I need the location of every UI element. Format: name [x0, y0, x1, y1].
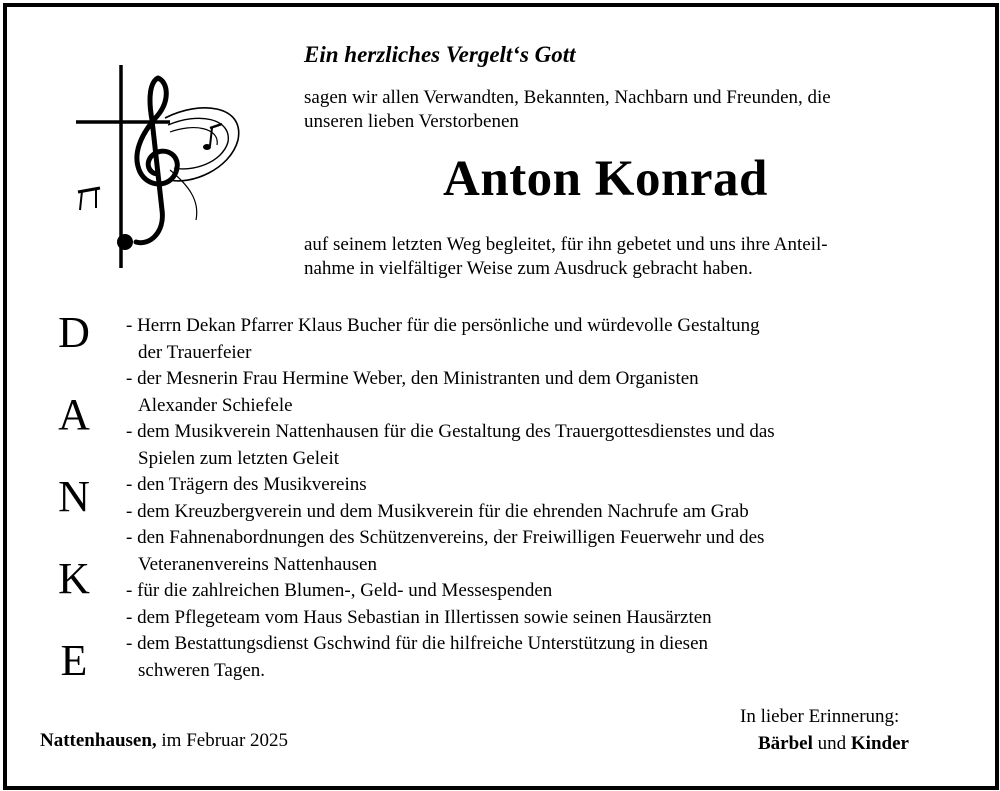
list-item-text: - dem Kreuzbergverein und dem Musikverein für die ehrenden Nachrufe am Grab: [126, 500, 749, 522]
deceased-name: Anton Konrad: [443, 151, 768, 207]
danke-letter: E: [60, 636, 88, 685]
intro-line: unseren lieben Verstorbenen: [304, 111, 519, 132]
danke-letter: N: [58, 472, 90, 521]
list-item: [126, 366, 966, 419]
intro-text: [304, 86, 984, 134]
list-item-text: - den Fahnenabordnungen des Schützenvereins, der Freiwilligen Feuerwehr und des: [126, 527, 765, 548]
danke-vertical: [50, 305, 98, 715]
thanks-list: [126, 313, 966, 684]
closing-text: [304, 233, 984, 281]
danke-letter: A: [58, 390, 90, 439]
signature-intro: In lieber Erinnerung:: [740, 706, 900, 727]
list-item: [126, 578, 966, 605]
list-item: [126, 525, 966, 578]
signature-name-1: Bärbel: [758, 733, 813, 754]
signature: [740, 703, 909, 757]
list-item-text: - dem Musikverein Nattenhausen für die Gestaltung des Trauergottesdienstes und das: [126, 421, 775, 442]
place-name: Nattenhausen,: [40, 730, 157, 751]
list-item-continuation: Spielen zum letzten Geleit: [138, 447, 340, 469]
list-item-continuation: Alexander Schiefele: [138, 394, 293, 416]
list-item-continuation: schweren Tagen.: [138, 659, 266, 681]
danke-letter: D: [58, 308, 90, 357]
list-item: [126, 499, 966, 526]
list-item: [126, 631, 966, 684]
heading: Ein herzliches Vergelt‘s Gott: [304, 42, 576, 67]
list-item-continuation: Veteranenvereins Nattenhausen: [138, 553, 377, 575]
list-item-text: - für die zahlreichen Blumen-, Geld- und Messespenden: [126, 580, 553, 601]
list-item-text: - Herrn Dekan Pfarrer Klaus Bucher für die persönliche und würdevolle Gestaltung: [126, 315, 760, 336]
signature-and: und: [812, 733, 851, 754]
list-item-continuation: der Trauerfeier: [138, 341, 252, 363]
list-item: [126, 313, 966, 366]
date-text: im Februar 2025: [156, 730, 289, 751]
intro-line: sagen wir allen Verwandten, Bekannten, Nachbarn und Freunden, die: [304, 87, 831, 108]
list-item-text: - der Mesnerin Frau Hermine Weber, den Ministranten und dem Organisten: [126, 368, 699, 389]
list-item-text: - dem Bestattungsdienst Gschwind für die hilfreiche Unterstützung in diesen: [126, 633, 709, 654]
list-item: [126, 472, 966, 499]
list-item: [126, 419, 966, 472]
place-date: [40, 730, 288, 752]
list-item: [126, 605, 966, 632]
signature-names: [740, 730, 909, 757]
list-item-text: - den Trägern des Musikvereins: [126, 474, 367, 495]
danke-letter: K: [58, 554, 90, 603]
signature-name-2: Kinder: [850, 733, 909, 754]
closing-line: auf seinem letzten Weg begleitet, für ihn gebetet und uns ihre Anteil-: [304, 234, 828, 255]
list-item-text: - dem Pflegeteam vom Haus Sebastian in Illertissen sowie seinen Hausärzten: [126, 606, 712, 628]
closing-line: nahme in vielfältiger Weise zum Ausdruck gebracht haben.: [304, 258, 753, 279]
cross-treble-clef-icon: [70, 60, 250, 275]
